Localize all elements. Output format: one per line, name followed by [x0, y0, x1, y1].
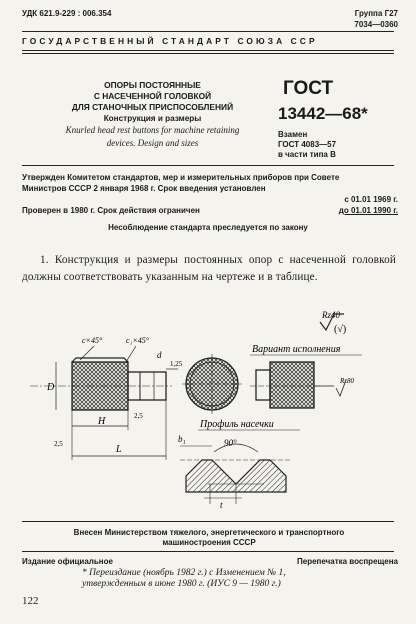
variant-label: Вариант исполнения: [252, 344, 341, 355]
angle-label: 90°: [224, 438, 237, 448]
dim-d-label: d: [157, 350, 162, 360]
approval-line-1: Утвержден Комитетом стандартов, мер и измерительных приборов при Совете: [22, 173, 340, 182]
replace-line-2: ГОСТ 4083—57: [278, 140, 337, 149]
roughness-main-label: Rz40: [322, 310, 340, 320]
knurl-label: Профиль насечки: [200, 419, 274, 430]
title-ru-line-3: ДЛЯ СТАНОЧНЫХ ПРИСПОСОБЛЕНИЙ: [71, 102, 234, 112]
approval-line-2: Министров СССР 2 января 1968 г. Срок введения установлен: [22, 184, 266, 193]
dim-b1-label: b₁: [178, 434, 186, 444]
footer-rule-2: [22, 551, 394, 552]
dim-25b-label: 2,5: [54, 440, 63, 448]
roughness-variant-label: Rz80: [340, 377, 354, 385]
roughness-symbol-main: [320, 310, 346, 335]
page-number: 122: [22, 595, 39, 607]
title-ru-line-2: С НАСЕЧЕННОЙ ГОЛОВКОЙ: [93, 91, 212, 101]
standard-heading: ГОСУДАРСТВЕННЫЙ СТАНДАРТ СОЮЗА ССР: [22, 36, 318, 46]
reissue-note: [82, 568, 382, 590]
dim-t-label: t: [220, 500, 223, 510]
footer-rule-1: [22, 521, 394, 522]
chamfer-label-2: c₁×45°: [126, 336, 149, 345]
end-view: [182, 354, 242, 414]
date-until: до 01.01 1990 г.: [338, 206, 398, 215]
chamfer-label-1: c×45°: [82, 336, 103, 345]
group-line-1: Группа Г27: [354, 9, 398, 18]
gost-number: 13442—68*: [278, 104, 368, 123]
note-line-2: утвержденным в июне 1980 г. (ИУС 9 — 1980 г.): [82, 579, 281, 589]
variant-view: [250, 344, 362, 408]
main-view: [30, 336, 183, 460]
official-edition: Издание официальное: [22, 557, 113, 566]
knurl-profile: [178, 419, 300, 510]
title-ru-line-1: ОПОРЫ ПОСТОЯННЫЕ: [104, 80, 201, 90]
title-subtitle: Конструкция и размеры: [103, 114, 202, 123]
body-paragraph: 1. Конструкция и размеры постоянных опор с насеченной головкой должны соответствовать указанным на чертеже и в таблице.: [22, 254, 396, 283]
dim-D-label: D: [47, 382, 55, 393]
title-en-line-2: devices. Design and sizes: [106, 138, 199, 148]
replace-line-3: в части типа В: [278, 150, 336, 159]
group-line-2: 7034—0360: [354, 20, 398, 29]
no-violation-text: Несоблюдение стандарта преследуется по закону: [108, 223, 308, 232]
checked-text: Проверен в 1980 г. Срок действия ограничен: [22, 206, 200, 215]
introduced-line-2: машиностроения СССР: [162, 538, 256, 547]
udk-code: УДК 621.9-229 : 006.354: [22, 9, 112, 18]
note-line-1: * Переиздание (ноябрь 1982 г.) с Изменением № 1,: [82, 568, 286, 578]
reprint-forbidden: Перепечатка воспрещена: [297, 557, 398, 566]
dim-H-label: H: [98, 416, 106, 427]
dim-25a-label: 2,5: [134, 412, 143, 420]
roughness-paren-label: (√): [334, 324, 347, 335]
introduced-line-1: Внесен Министерством тяжелого, энергетического и транспортного: [73, 528, 345, 537]
title-en-line-1: Knurled head rest buttons for machine retaining: [65, 125, 240, 135]
dim-125-label: 1,25: [170, 360, 183, 368]
date-from: с 01.01 1969 г.: [344, 195, 398, 204]
introduced-text: [22, 528, 396, 548]
replace-line-1: Взамен: [278, 130, 308, 139]
dim-L-label: L: [116, 444, 122, 455]
gost-word: ГОСТ: [283, 78, 334, 99]
